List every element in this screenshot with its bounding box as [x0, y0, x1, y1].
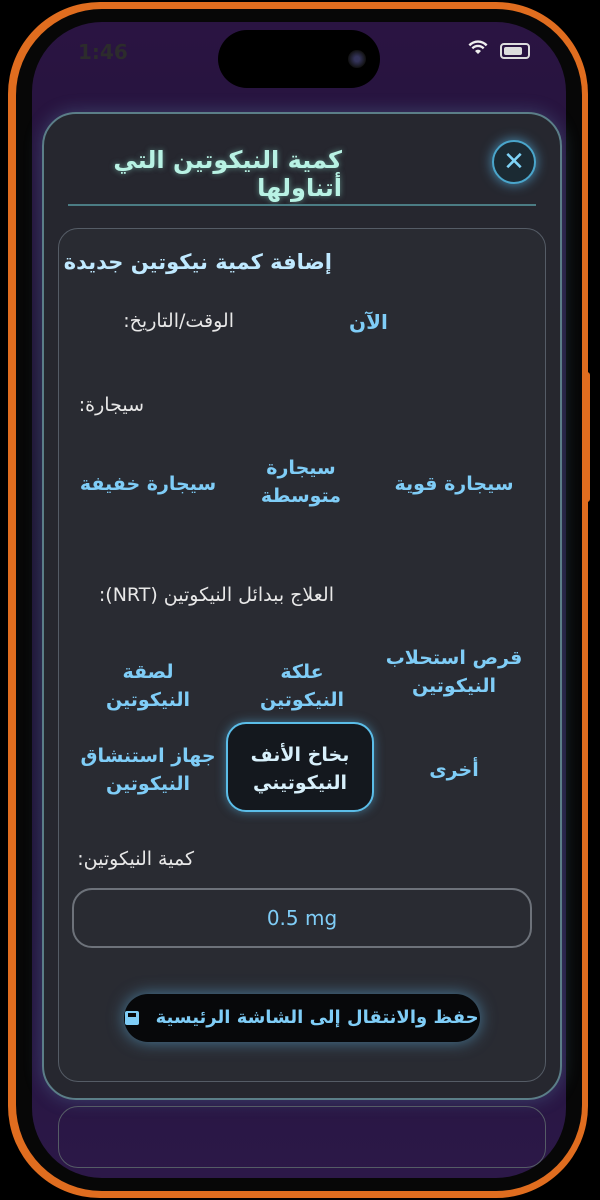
- nrt-label: العلاج ببدائل النيكوتين (NRT):: [98, 584, 334, 606]
- battery-icon: [500, 43, 530, 59]
- dynamic-island: [218, 30, 380, 88]
- save-button[interactable]: [124, 994, 480, 1042]
- option-strong-cigarette[interactable]: سيجارة قوية: [394, 473, 514, 495]
- save-label: حفظ والانتقال إلى الشاشة الرئيسية: [155, 1007, 479, 1028]
- option-medium-cigarette[interactable]: سيجارة متوسطة: [260, 457, 342, 507]
- option-nicotine-patch[interactable]: لصقة النيكوتين: [105, 661, 191, 711]
- save-icon: [125, 1011, 139, 1025]
- close-icon: ✕: [503, 147, 525, 177]
- option-nicotine-inhaler[interactable]: جهاز استنشاق النيكوتين: [80, 745, 216, 795]
- option-other[interactable]: أخرى: [429, 759, 479, 781]
- side-button-power: [584, 372, 590, 502]
- modal-title: كمية النيكوتين التي أتناولها: [113, 146, 342, 202]
- cigarette-label: سيجارة:: [78, 394, 144, 416]
- close-button[interactable]: [492, 140, 536, 184]
- time-label: الوقت/التاريخ:: [123, 310, 234, 332]
- amount-input[interactable]: 0.5 mg: [72, 888, 532, 948]
- time-value[interactable]: الآن: [349, 310, 388, 334]
- nicotine-modal: [42, 112, 562, 1100]
- status-time: 1:46: [78, 40, 128, 64]
- option-nicotine-gum[interactable]: علكة النيكوتين: [259, 661, 345, 711]
- option-nicotine-lozenge[interactable]: قرص استحلاب النيكوتين: [385, 647, 523, 697]
- option-light-cigarette[interactable]: سيجارة خفيفة: [79, 473, 217, 495]
- form-heading: إضافة كمية نيكوتين جديدة: [63, 250, 332, 274]
- wifi-icon: [468, 40, 494, 61]
- next-card: [58, 1106, 546, 1168]
- title-divider: [68, 204, 536, 206]
- option-nasal-spray[interactable]: بخاخ الأنف النيكوتيني: [226, 722, 374, 812]
- status-icons: [468, 40, 530, 61]
- amount-label: كمية النيكوتين:: [77, 848, 194, 870]
- camera-icon: [348, 50, 366, 68]
